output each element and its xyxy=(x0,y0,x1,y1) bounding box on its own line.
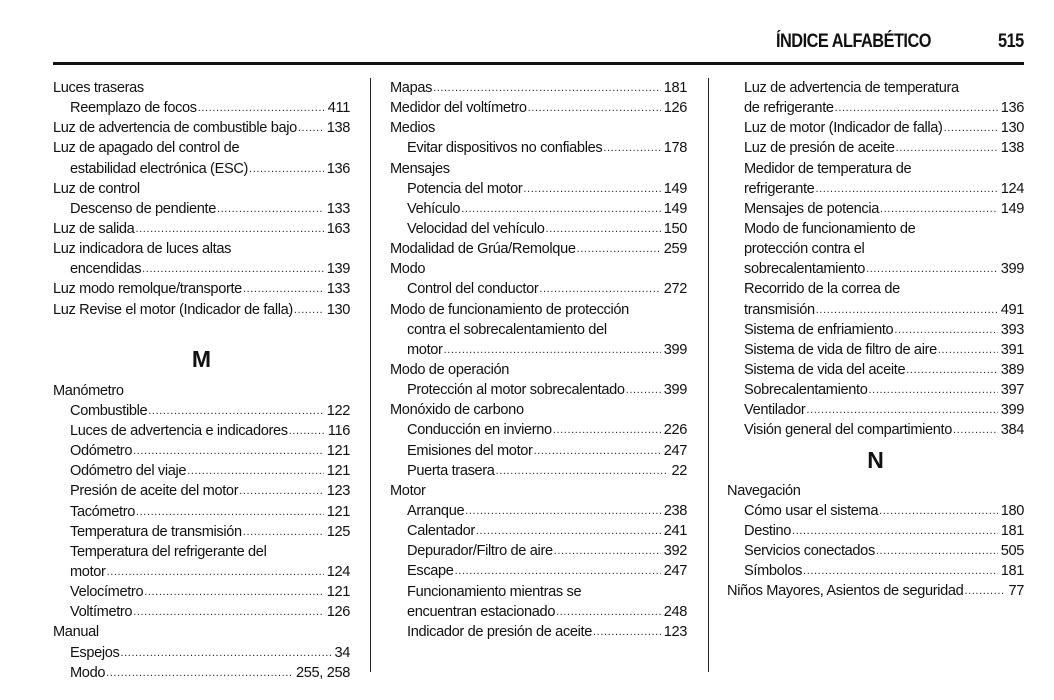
entry-text: Luz indicadora de luces altas xyxy=(53,241,232,258)
entry-text: Indicador de presión de aceite xyxy=(407,623,593,640)
page-reference: 124 xyxy=(1000,180,1024,197)
entry-text: Depurador/Filtro de aire xyxy=(407,543,553,560)
page-reference: 391 xyxy=(1000,341,1024,358)
index-entry xyxy=(53,118,350,138)
index-subentry xyxy=(727,300,1024,320)
leader-dots xyxy=(593,622,661,642)
index-subentry xyxy=(390,582,687,602)
entry-text: Evitar dispositivos no confiables xyxy=(407,140,603,157)
entry-text: Medios xyxy=(390,120,435,137)
leader-dots xyxy=(906,360,997,380)
page-reference: 136 xyxy=(1000,100,1024,117)
leader-dots xyxy=(803,561,998,581)
leader-dots xyxy=(554,541,661,561)
page-reference: 238 xyxy=(663,502,687,519)
entry-text: de refrigerante xyxy=(744,100,834,117)
entry-text: Presión de aceite del motor xyxy=(70,483,239,500)
page-reference: 124 xyxy=(326,563,350,580)
entry-text: motor xyxy=(70,563,106,580)
entry-text: Escape xyxy=(407,563,454,580)
entry-text: Modo de funcionamiento de protección xyxy=(390,301,629,318)
leader-dots xyxy=(187,461,324,481)
leader-dots xyxy=(523,179,660,199)
entry-text: Control del conductor xyxy=(407,281,539,298)
leader-dots xyxy=(249,159,324,179)
index-subentry xyxy=(53,522,350,542)
leader-dots xyxy=(433,78,661,98)
index-column-1 xyxy=(53,78,350,683)
index-entry xyxy=(727,481,1024,501)
page-reference: 181 xyxy=(1000,522,1024,539)
index-subentry xyxy=(53,582,350,602)
leader-dots xyxy=(546,219,661,239)
index-subentry xyxy=(53,98,350,118)
entry-text: sobrecalentamiento xyxy=(744,261,866,278)
entry-text: motor xyxy=(407,341,443,358)
page-reference: 399 xyxy=(663,382,687,399)
entry-text: protección contra el xyxy=(744,241,865,258)
page-reference: 77 xyxy=(1008,583,1024,600)
leader-dots xyxy=(534,441,661,461)
leader-dots xyxy=(953,420,998,440)
index-entry xyxy=(390,481,687,501)
entry-text: Símbolos xyxy=(744,563,803,580)
index-entry xyxy=(53,300,350,320)
entry-text: Luz de apagado del control de xyxy=(53,140,240,157)
index-subentry xyxy=(390,138,687,158)
entry-text: Cómo usar el sistema xyxy=(744,502,879,519)
page-reference: 34 xyxy=(334,644,350,661)
index-entry xyxy=(390,78,687,98)
entry-text: Espejos xyxy=(70,644,120,661)
leader-dots xyxy=(476,521,661,541)
page-reference: 123 xyxy=(326,483,350,500)
page-reference: 149 xyxy=(663,180,687,197)
leader-dots xyxy=(142,259,324,279)
page-reference: 399 xyxy=(1000,402,1024,419)
leader-dots xyxy=(792,521,998,541)
leader-dots xyxy=(455,561,661,581)
entry-text: Modo xyxy=(70,664,106,681)
page-reference: 138 xyxy=(326,120,350,137)
index-subentry xyxy=(390,521,687,541)
index-column-2 xyxy=(390,78,687,642)
page-reference: 247 xyxy=(663,442,687,459)
index-entry xyxy=(390,259,687,279)
entry-text: Sobrecalentamiento xyxy=(744,382,868,399)
page-reference: 247 xyxy=(663,563,687,580)
leader-dots xyxy=(120,643,331,663)
entry-text: Odómetro xyxy=(70,443,133,460)
entry-text: Visión general del compartimiento xyxy=(744,422,953,439)
leader-dots xyxy=(106,663,293,683)
index-entry xyxy=(53,179,350,199)
index-subentry xyxy=(53,562,350,582)
leader-dots xyxy=(243,522,324,542)
index-entry xyxy=(53,279,350,299)
page-reference: 121 xyxy=(326,463,350,480)
index-entry xyxy=(53,138,350,158)
index-subentry xyxy=(727,360,1024,380)
entry-text: estabilidad electrónica (ESC) xyxy=(70,160,249,177)
entry-text: Modalidad de Grúa/Remolque xyxy=(390,241,576,258)
index-subentry xyxy=(727,159,1024,179)
index-subentry xyxy=(53,481,350,501)
entry-text: Niños Mayores, Asientos de seguridad xyxy=(727,583,964,600)
page-reference: 272 xyxy=(663,281,687,298)
leader-dots xyxy=(539,279,660,299)
page-reference: 241 xyxy=(663,523,687,540)
entry-text: Puerta trasera xyxy=(407,462,495,479)
leader-dots xyxy=(107,562,324,582)
entry-text: Odómetro del viaje xyxy=(70,463,187,480)
index-subentry xyxy=(390,179,687,199)
page-reference: 122 xyxy=(326,402,350,419)
entry-text: Luz de advertencia de combustible bajo xyxy=(53,120,297,137)
index-subentry xyxy=(727,561,1024,581)
entry-text: Protección al motor sobrecalentado xyxy=(407,382,625,399)
entry-text: Reemplazo de focos xyxy=(70,100,197,117)
leader-dots xyxy=(806,400,997,420)
page-reference: 226 xyxy=(663,422,687,439)
entry-text: Potencia del motor xyxy=(407,180,523,197)
page-reference: 133 xyxy=(326,281,350,298)
entry-text: Sistema de vida del aceite xyxy=(744,361,906,378)
index-subentry xyxy=(727,400,1024,420)
index-subentry xyxy=(727,179,1024,199)
entry-text: transmisión xyxy=(744,301,815,318)
page-reference: 411 xyxy=(327,100,350,117)
leader-dots xyxy=(896,138,998,158)
entry-text: Luz Revise el motor (Indicador de falla) xyxy=(53,301,293,318)
index-subentry xyxy=(727,320,1024,340)
leader-dots xyxy=(556,602,661,622)
index-column-3 xyxy=(727,78,1024,601)
entry-text: Luces de advertencia e indicadores xyxy=(70,422,288,439)
index-subentry xyxy=(727,501,1024,521)
leader-dots xyxy=(461,199,660,219)
entry-text: Emisiones del motor xyxy=(407,442,533,459)
page-reference: 491 xyxy=(1000,301,1024,318)
leader-dots xyxy=(603,138,660,158)
page-reference: 393 xyxy=(1000,321,1024,338)
index-subentry xyxy=(390,279,687,299)
index-subentry xyxy=(53,542,350,562)
index-entry xyxy=(390,159,687,179)
index-subentry xyxy=(390,441,687,461)
leader-dots xyxy=(217,199,324,219)
index-subentry xyxy=(53,159,350,179)
page-reference: 163 xyxy=(326,220,350,237)
index-subentry xyxy=(53,401,350,421)
entry-text: Monóxido de carbono xyxy=(390,402,524,419)
page-reference: 389 xyxy=(1000,361,1024,378)
entry-text: Destino xyxy=(744,522,792,539)
index-subentry xyxy=(390,380,687,400)
index-subentry xyxy=(390,219,687,239)
entry-text: contra el sobrecalentamiento del xyxy=(407,321,607,338)
leader-dots xyxy=(136,502,324,522)
leader-dots xyxy=(298,118,324,138)
entry-text: Funcionamiento mientras se xyxy=(407,583,582,600)
index-subentry xyxy=(53,461,350,481)
index-subentry xyxy=(727,380,1024,400)
index-subentry xyxy=(727,259,1024,279)
leader-dots xyxy=(880,199,998,219)
entry-text: Recorrido de la correa de xyxy=(744,281,900,298)
leader-dots xyxy=(133,602,323,622)
page-reference: 397 xyxy=(1000,382,1024,399)
leader-dots xyxy=(444,340,661,360)
entry-text: Velocímetro xyxy=(70,584,144,601)
page-reference: 149 xyxy=(663,200,687,217)
index-entry xyxy=(53,78,350,98)
index-subentry xyxy=(53,441,350,461)
page-reference: 149 xyxy=(1000,200,1024,217)
entry-text: Descenso de pendiente xyxy=(70,200,216,217)
page-reference: 150 xyxy=(663,220,687,237)
page-reference: 126 xyxy=(663,100,687,117)
entry-text: Modo xyxy=(390,261,426,278)
page-reference: 138 xyxy=(1000,140,1024,157)
page-reference: 121 xyxy=(326,503,350,520)
leader-dots xyxy=(148,401,323,421)
entry-text: Luz de salida xyxy=(53,220,135,237)
column-divider xyxy=(708,78,709,672)
page-reference: 384 xyxy=(1000,422,1024,439)
leader-dots xyxy=(964,581,1005,601)
entry-text: Luz de control xyxy=(53,180,140,197)
leader-dots xyxy=(465,501,660,521)
section-title: ÍNDICE ALFABÉTICO xyxy=(776,31,931,52)
page-reference: 181 xyxy=(1000,563,1024,580)
entry-text: Navegación xyxy=(727,482,801,499)
leader-dots xyxy=(835,98,998,118)
index-subentry xyxy=(727,420,1024,440)
index-subentry xyxy=(390,561,687,581)
entry-text: Luz de motor (Indicador de falla) xyxy=(744,120,943,137)
entry-text: Temperatura del refrigerante del xyxy=(70,543,267,560)
index-subentry xyxy=(727,138,1024,158)
leader-dots xyxy=(894,320,997,340)
entry-text: Manual xyxy=(53,624,99,641)
index-subentry xyxy=(390,501,687,521)
leader-dots xyxy=(869,380,998,400)
index-subentry xyxy=(390,461,687,481)
index-subentry xyxy=(727,521,1024,541)
page-reference: 392 xyxy=(663,543,687,560)
index-subentry xyxy=(53,502,350,522)
entry-text: Luz modo remolque/transporte xyxy=(53,281,242,298)
index-subentry xyxy=(727,78,1024,98)
entry-text: Medidor del voltímetro xyxy=(390,100,527,117)
entry-text: Sistema de enfriamiento xyxy=(744,321,894,338)
leader-dots xyxy=(876,541,998,561)
index-entry xyxy=(390,360,687,380)
index-subentry xyxy=(53,199,350,219)
page-reference: 133 xyxy=(326,200,350,217)
index-subentry xyxy=(53,643,350,663)
index-entry xyxy=(390,98,687,118)
entry-text: Servicios conectados xyxy=(744,542,875,559)
index-subentry xyxy=(727,279,1024,299)
page-reference: 180 xyxy=(1000,502,1024,519)
index-subentry xyxy=(390,541,687,561)
index-subentry xyxy=(390,320,687,340)
index-subentry xyxy=(53,421,350,441)
entry-text: Medidor de temperatura de xyxy=(744,160,912,177)
page-reference: 125 xyxy=(326,523,350,540)
entry-text: Manómetro xyxy=(53,382,124,399)
leader-dots xyxy=(198,98,325,118)
entry-text: Luz de advertencia de temperatura xyxy=(744,80,959,96)
page-reference: 399 xyxy=(663,341,687,358)
page-reference: 181 xyxy=(663,80,687,96)
index-subentry xyxy=(727,541,1024,561)
leader-dots xyxy=(239,481,323,501)
index-subentry xyxy=(53,602,350,622)
page-reference: 178 xyxy=(663,140,687,157)
index-subentry xyxy=(53,663,350,683)
page-reference: 399 xyxy=(1000,261,1024,278)
entry-text: Luces traseras xyxy=(53,80,144,96)
index-entry xyxy=(727,581,1024,601)
entry-text: Ventilador xyxy=(744,402,806,419)
leader-dots xyxy=(289,421,325,441)
entry-text: Sistema de vida de filtro de aire xyxy=(744,341,937,358)
index-subentry xyxy=(390,420,687,440)
entry-text: Vehículo xyxy=(407,200,461,217)
entry-text: refrigerante xyxy=(744,180,815,197)
leader-dots xyxy=(938,340,998,360)
entry-text: Arranque xyxy=(407,502,465,519)
header-rule xyxy=(53,62,1024,65)
index-subentry xyxy=(390,340,687,360)
page-reference: 139 xyxy=(326,261,350,278)
index-entry xyxy=(390,400,687,420)
column-divider xyxy=(370,78,371,672)
entry-text: Mensajes de potencia xyxy=(744,200,879,217)
page-reference: 121 xyxy=(326,443,350,460)
page-reference: 248 xyxy=(663,603,687,620)
page-reference: 121 xyxy=(326,584,350,601)
index-entry xyxy=(390,300,687,320)
leader-dots xyxy=(577,239,661,259)
entry-text: Tacómetro xyxy=(70,503,135,520)
index-subentry xyxy=(727,118,1024,138)
page-reference: 123 xyxy=(663,623,687,640)
index-subentry xyxy=(727,340,1024,360)
leader-dots xyxy=(553,420,661,440)
page-reference: 505 xyxy=(1000,542,1024,559)
page-number: 515 xyxy=(998,31,1024,52)
leader-dots xyxy=(135,219,323,239)
leader-dots xyxy=(866,259,998,279)
page-reference: 126 xyxy=(326,604,350,621)
index-entry xyxy=(390,118,687,138)
entry-text: Luz de presión de aceite xyxy=(744,140,895,157)
page-reference: 130 xyxy=(1000,120,1024,137)
page-reference: 255, 258 xyxy=(295,664,350,681)
entry-text: Modo de operación xyxy=(390,361,509,378)
page-reference: 259 xyxy=(663,241,687,258)
page-reference: 130 xyxy=(326,301,350,318)
index-entry xyxy=(53,622,350,642)
entry-text: Temperatura de transmisión xyxy=(70,523,242,540)
leader-dots xyxy=(144,582,323,602)
leader-dots xyxy=(816,300,998,320)
index-subentry xyxy=(53,259,350,279)
index-entry xyxy=(53,219,350,239)
entry-text: Mensajes xyxy=(390,160,450,177)
leader-dots xyxy=(496,461,669,481)
entry-text: Velocidad del vehículo xyxy=(407,220,545,237)
entry-text: Calentador xyxy=(407,523,475,540)
leader-dots xyxy=(294,300,324,320)
letter-heading: M xyxy=(191,345,212,372)
index-entry xyxy=(53,239,350,259)
entry-text: encendidas xyxy=(70,261,142,278)
entry-text: Mapas xyxy=(390,80,433,96)
index-subentry xyxy=(390,622,687,642)
index-entry xyxy=(53,381,350,401)
leader-dots xyxy=(528,98,661,118)
entry-text: Modo de funcionamiento de xyxy=(744,220,916,237)
index-subentry xyxy=(727,219,1024,239)
index-subentry xyxy=(390,199,687,219)
entry-text: Voltímetro xyxy=(70,604,133,621)
leader-dots xyxy=(626,380,661,400)
index-subentry xyxy=(390,602,687,622)
index-subentry xyxy=(727,239,1024,259)
entry-text: Combustible xyxy=(70,402,148,419)
leader-dots xyxy=(243,279,324,299)
page-reference: 136 xyxy=(326,160,350,177)
leader-dots xyxy=(879,501,998,521)
leader-dots xyxy=(815,179,997,199)
entry-text: Conducción en invierno xyxy=(407,422,552,439)
leader-dots xyxy=(944,118,998,138)
letter-heading: N xyxy=(867,446,884,473)
leader-dots xyxy=(133,441,324,461)
entry-text: encuentran estacionado xyxy=(407,603,556,620)
index-subentry xyxy=(727,199,1024,219)
entry-text: Motor xyxy=(390,482,426,499)
index-entry xyxy=(390,239,687,259)
index-subentry xyxy=(727,98,1024,118)
page-reference: 22 xyxy=(671,462,687,479)
page-reference: 116 xyxy=(327,422,350,439)
